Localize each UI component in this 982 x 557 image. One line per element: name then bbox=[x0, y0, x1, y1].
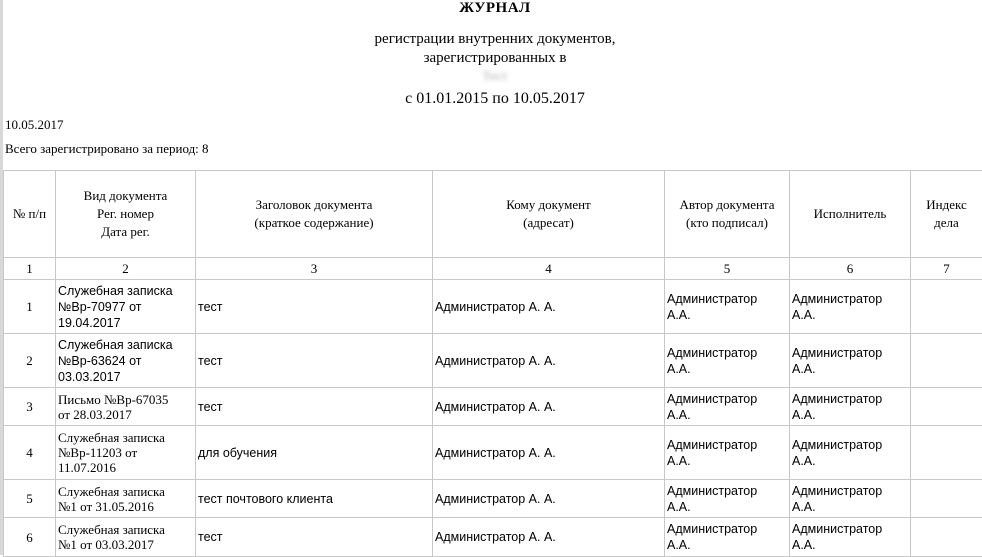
column-number: 1 bbox=[4, 258, 56, 280]
column-number-row bbox=[4, 258, 982, 280]
column-number: 4 bbox=[433, 258, 665, 280]
executor-cell: Администратор А.А. bbox=[790, 480, 911, 518]
column-number: 7 bbox=[911, 258, 982, 280]
addressee-cell: Администратор А. А. bbox=[433, 388, 665, 426]
doc-type-cell: Служебная записка №Вр-70977 от 19.04.2017 bbox=[56, 280, 196, 334]
table-row bbox=[4, 280, 982, 334]
author-cell: Администратор А.А. bbox=[665, 426, 790, 480]
row-number: 6 bbox=[4, 518, 56, 557]
document-period: с 01.01.2015 по 10.05.2017 bbox=[0, 90, 982, 108]
document-title: ЖУРНАЛ bbox=[0, 0, 982, 17]
title-cell: тест bbox=[196, 388, 433, 426]
author-cell: Администратор А.А. bbox=[665, 334, 790, 388]
executor-cell: Администратор А.А. bbox=[790, 334, 911, 388]
column-header-author: Автор документа (кто подписал) bbox=[665, 171, 790, 258]
case-index-cell bbox=[911, 518, 982, 557]
case-index-cell bbox=[911, 480, 982, 518]
report-date: 10.05.2017 bbox=[5, 117, 64, 133]
executor-cell: Администратор А.А. bbox=[790, 280, 911, 334]
table-row bbox=[4, 518, 982, 557]
doc-type-cell: Служебная записка №Вр-63624 от 03.03.2017 bbox=[56, 334, 196, 388]
doc-type-cell: Письмо №Вр-67035 от 28.03.2017 bbox=[56, 388, 196, 426]
doc-type-cell: Служебная записка №1 от 03.03.2017 bbox=[56, 518, 196, 557]
case-index-cell bbox=[911, 426, 982, 480]
case-index-cell bbox=[911, 280, 982, 334]
table-header-row bbox=[4, 171, 982, 258]
title-cell: тест bbox=[196, 334, 433, 388]
title-cell: тест bbox=[196, 518, 433, 557]
author-cell: Администратор А.А. bbox=[665, 518, 790, 557]
executor-cell: Администратор А.А. bbox=[790, 518, 911, 557]
column-header-addressee: Кому документ (адресат) bbox=[433, 171, 665, 258]
total-registered: Всего зарегистрировано за период: 8 bbox=[5, 141, 209, 157]
author-cell: Администратор А.А. bbox=[665, 280, 790, 334]
column-number: 6 bbox=[790, 258, 911, 280]
addressee-cell: Администратор А. А. bbox=[433, 280, 665, 334]
row-number: 3 bbox=[4, 388, 56, 426]
addressee-cell: Администратор А. А. bbox=[433, 334, 665, 388]
table-row bbox=[4, 426, 982, 480]
row-number: 1 bbox=[4, 280, 56, 334]
table-row bbox=[4, 388, 982, 426]
column-header-doc-type: Вид документа Рег. номер Дата рег. bbox=[56, 171, 196, 258]
doc-type-cell: Служебная записка №1 от 31.05.2016 bbox=[56, 480, 196, 518]
column-number: 2 bbox=[56, 258, 196, 280]
document-subtitle-line-1: регистрации внутренних документов, bbox=[0, 31, 982, 48]
column-header-number: № п/п bbox=[4, 171, 56, 258]
author-cell: Администратор А.А. bbox=[665, 388, 790, 426]
case-index-cell bbox=[911, 388, 982, 426]
addressee-cell: Администратор А. А. bbox=[433, 480, 665, 518]
journal-table bbox=[3, 170, 982, 557]
addressee-cell: Администратор А. А. bbox=[433, 426, 665, 480]
table-row bbox=[4, 334, 982, 388]
row-number: 2 bbox=[4, 334, 56, 388]
executor-cell: Администратор А.А. bbox=[790, 426, 911, 480]
addressee-cell: Администратор А. А. bbox=[433, 518, 665, 557]
document-subtitle-line-2: зарегистрированных в bbox=[0, 50, 982, 67]
table-row bbox=[4, 480, 982, 518]
column-header-case-index: Индекс дела bbox=[911, 171, 982, 258]
column-header-executor: Исполнитель bbox=[790, 171, 911, 258]
column-header-title: Заголовок документа (краткое содержание) bbox=[196, 171, 433, 258]
doc-type-cell: Служебная записка №Вр-11203 от 11.07.2016 bbox=[56, 426, 196, 480]
row-number: 5 bbox=[4, 480, 56, 518]
executor-cell: Администратор А.А. bbox=[790, 388, 911, 426]
title-cell: для обучения bbox=[196, 426, 433, 480]
row-number: 4 bbox=[4, 426, 56, 480]
case-index-cell bbox=[911, 334, 982, 388]
column-number: 5 bbox=[665, 258, 790, 280]
author-cell: Администратор А.А. bbox=[665, 480, 790, 518]
title-cell: тест bbox=[196, 280, 433, 334]
title-cell: тест почтового клиента bbox=[196, 480, 433, 518]
organization-name-blurred: Тест bbox=[0, 68, 982, 84]
column-number: 3 bbox=[196, 258, 433, 280]
